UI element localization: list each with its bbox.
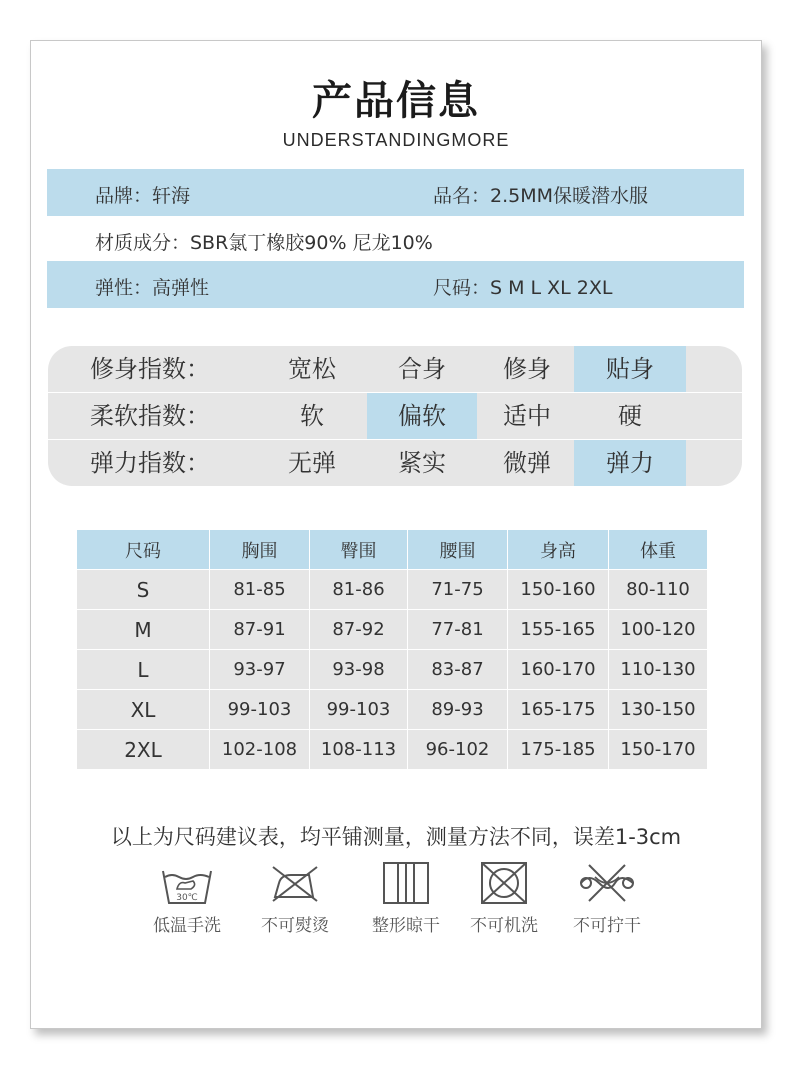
table-cell: 160-170 [508, 650, 609, 690]
info-row-brand [47, 169, 744, 216]
fit-row-softness [48, 393, 742, 439]
fit-label: 修身指数： [90, 355, 210, 383]
fit-option: 合身 [398, 355, 446, 383]
table-cell: S [77, 570, 210, 610]
care-item-no-machine-wash [454, 859, 554, 936]
column-header: 腰围 [408, 530, 508, 570]
fit-option-selected: 偏软 [367, 393, 477, 439]
table-row [77, 650, 708, 690]
table-cell: 93-98 [310, 650, 408, 690]
table-cell: M [77, 610, 210, 650]
product-name-text: 品名：2.5MM保暖潜水服 [433, 185, 649, 207]
table-cell: 87-91 [210, 610, 310, 650]
line-dry-icon [378, 859, 434, 907]
care-label: 低温手洗 [153, 916, 221, 936]
care-label: 不可机洗 [470, 916, 538, 936]
table-cell: 175-185 [508, 730, 609, 770]
table-cell: L [77, 650, 210, 690]
fit-row-slim [48, 346, 742, 392]
table-cell: XL [77, 690, 210, 730]
elasticity-text: 弹性：高弹性 [95, 277, 210, 299]
wash-30c-icon [159, 859, 215, 907]
table-row [77, 730, 708, 770]
table-cell: 2XL [77, 730, 210, 770]
fit-option: 硬 [618, 402, 642, 430]
table-row [77, 690, 708, 730]
column-header: 胸围 [210, 530, 310, 570]
care-label: 不可拧干 [573, 916, 641, 936]
table-cell: 81-85 [210, 570, 310, 610]
brand-text: 品牌：轩海 [95, 185, 191, 207]
table-cell: 150-170 [609, 730, 708, 770]
table-cell: 99-103 [310, 690, 408, 730]
size-note: 以上为尺码建议表，均平铺测量，测量方法不同，误差1-3cm [110, 825, 682, 849]
table-row [77, 570, 708, 610]
care-label: 整形晾干 [372, 916, 440, 936]
fit-option: 无弹 [288, 449, 336, 477]
care-item-hand-wash [137, 859, 237, 936]
table-cell: 80-110 [609, 570, 708, 610]
care-item-no-wring [557, 859, 657, 936]
table-header-row [77, 530, 708, 570]
column-header: 臀围 [310, 530, 408, 570]
fit-option: 适中 [503, 402, 551, 430]
fit-index-panel [48, 346, 742, 486]
fit-row-stretch [48, 440, 742, 486]
table-cell: 130-150 [609, 690, 708, 730]
table-cell: 83-87 [408, 650, 508, 690]
table-cell: 155-165 [508, 610, 609, 650]
table-cell: 100-120 [609, 610, 708, 650]
table-cell: 150-160 [508, 570, 609, 610]
no-iron-icon [267, 859, 323, 907]
fit-option: 修身 [503, 355, 551, 383]
info-row-elasticity [47, 261, 744, 308]
table-cell: 110-130 [609, 650, 708, 690]
care-temp: 30℃ [176, 893, 198, 903]
fit-option: 宽松 [288, 355, 336, 383]
product-info-card [30, 40, 762, 1029]
fit-option: 软 [300, 402, 324, 430]
sizes-text: 尺码：S M L XL 2XL [433, 277, 613, 299]
care-item-no-iron [245, 859, 345, 936]
column-header: 体重 [609, 530, 708, 570]
fit-label: 弹力指数： [90, 449, 210, 477]
no-machine-wash-icon [476, 859, 532, 907]
page-subtitle: UNDERSTANDINGMORE [282, 130, 510, 150]
fit-option-selected: 弹力 [574, 440, 686, 486]
info-row-material [47, 216, 744, 263]
table-cell: 165-175 [508, 690, 609, 730]
fit-option-selected: 贴身 [574, 346, 686, 392]
column-header: 身高 [508, 530, 609, 570]
fit-label: 柔软指数： [90, 402, 210, 430]
fit-option: 紧实 [398, 449, 446, 477]
table-cell: 71-75 [408, 570, 508, 610]
table-row [77, 610, 708, 650]
page-title: 产品信息 [312, 78, 480, 124]
size-chart-table [77, 530, 708, 770]
table-cell: 81-86 [310, 570, 408, 610]
table-cell: 99-103 [210, 690, 310, 730]
care-label: 不可熨烫 [261, 916, 329, 936]
care-item-line-dry [356, 859, 456, 936]
column-header: 尺码 [77, 530, 210, 570]
fit-option: 微弹 [503, 449, 551, 477]
material-text: 材质成分：SBR氯丁橡胶90% 尼龙10% [95, 232, 433, 254]
table-cell: 102-108 [210, 730, 310, 770]
table-cell: 87-92 [310, 610, 408, 650]
table-cell: 93-97 [210, 650, 310, 690]
table-cell: 108-113 [310, 730, 408, 770]
table-cell: 96-102 [408, 730, 508, 770]
no-wring-icon [577, 859, 637, 907]
table-cell: 89-93 [408, 690, 508, 730]
table-cell: 77-81 [408, 610, 508, 650]
